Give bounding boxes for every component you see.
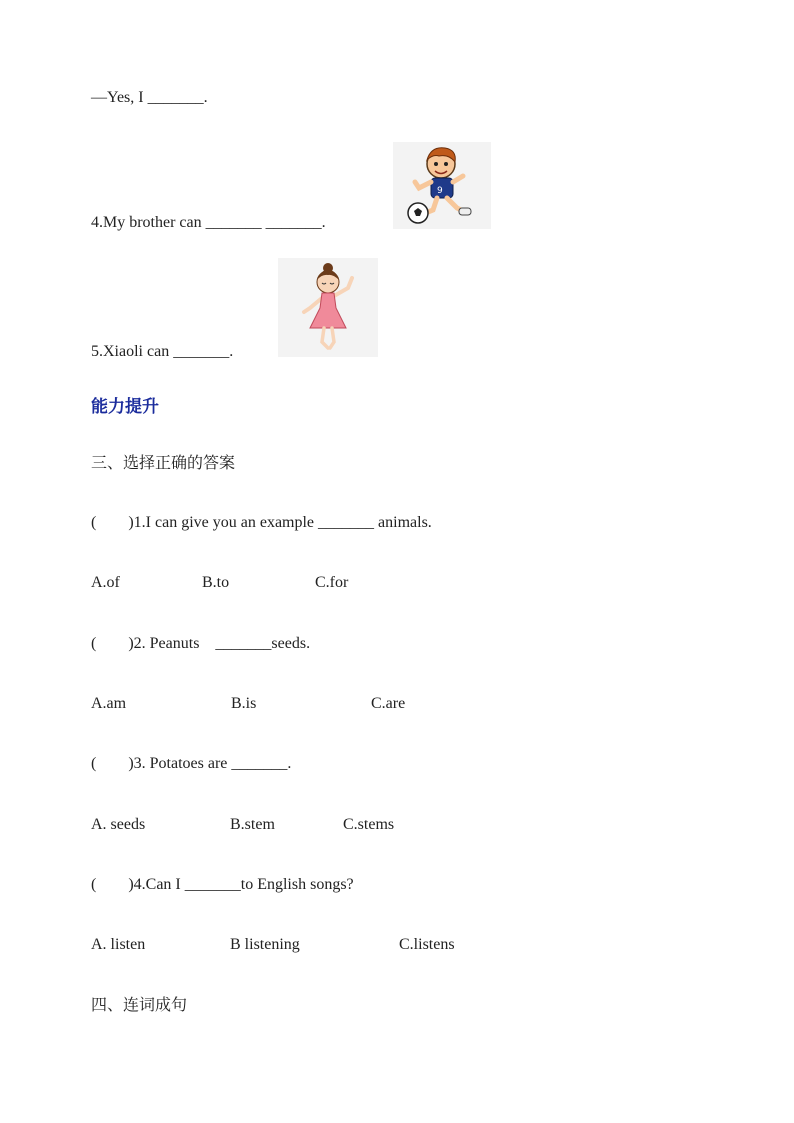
section-title-ability: 能力提升: [91, 397, 159, 417]
answer-line-yes: —Yes, I _______.: [91, 89, 208, 106]
q1-option-c: C.for: [315, 574, 349, 591]
section-4-heading: 四、连词成句: [91, 995, 188, 1014]
q2-option-c: C.are: [371, 695, 406, 712]
boy-playing-football-icon: [393, 142, 491, 229]
section-3-heading: 三、选择正确的答案: [91, 453, 236, 472]
q3-option-b: B.stem: [230, 816, 275, 833]
girl-dancing-icon: [278, 258, 378, 357]
svg-text:9: 9: [437, 186, 443, 196]
mc-question-1: ( )1.I can give you an example _______ animals.: [91, 514, 432, 531]
question-5-xiaoli: 5.Xiaoli can _______.: [91, 343, 234, 360]
q3-option-c: C.stems: [343, 816, 395, 833]
q1-option-b: B.to: [202, 574, 230, 591]
q4-option-a: A. listen: [91, 936, 146, 953]
q4-option-c: C.listens: [399, 936, 455, 953]
mc-question-4: ( )4.Can I _______to English songs?: [91, 876, 354, 893]
mc-question-3: ( )3. Potatoes are _______.: [91, 755, 292, 772]
q4-option-b: B listening: [230, 936, 300, 953]
q2-option-b: B.is: [231, 695, 257, 712]
q1-option-a: A.of: [91, 574, 120, 591]
q3-option-a: A. seeds: [91, 816, 146, 833]
question-4-brother: 4.My brother can _______ _______.: [91, 214, 326, 231]
q2-option-a: A.am: [91, 695, 127, 712]
mc-question-2: ( )2. Peanuts _______seeds.: [91, 635, 311, 652]
